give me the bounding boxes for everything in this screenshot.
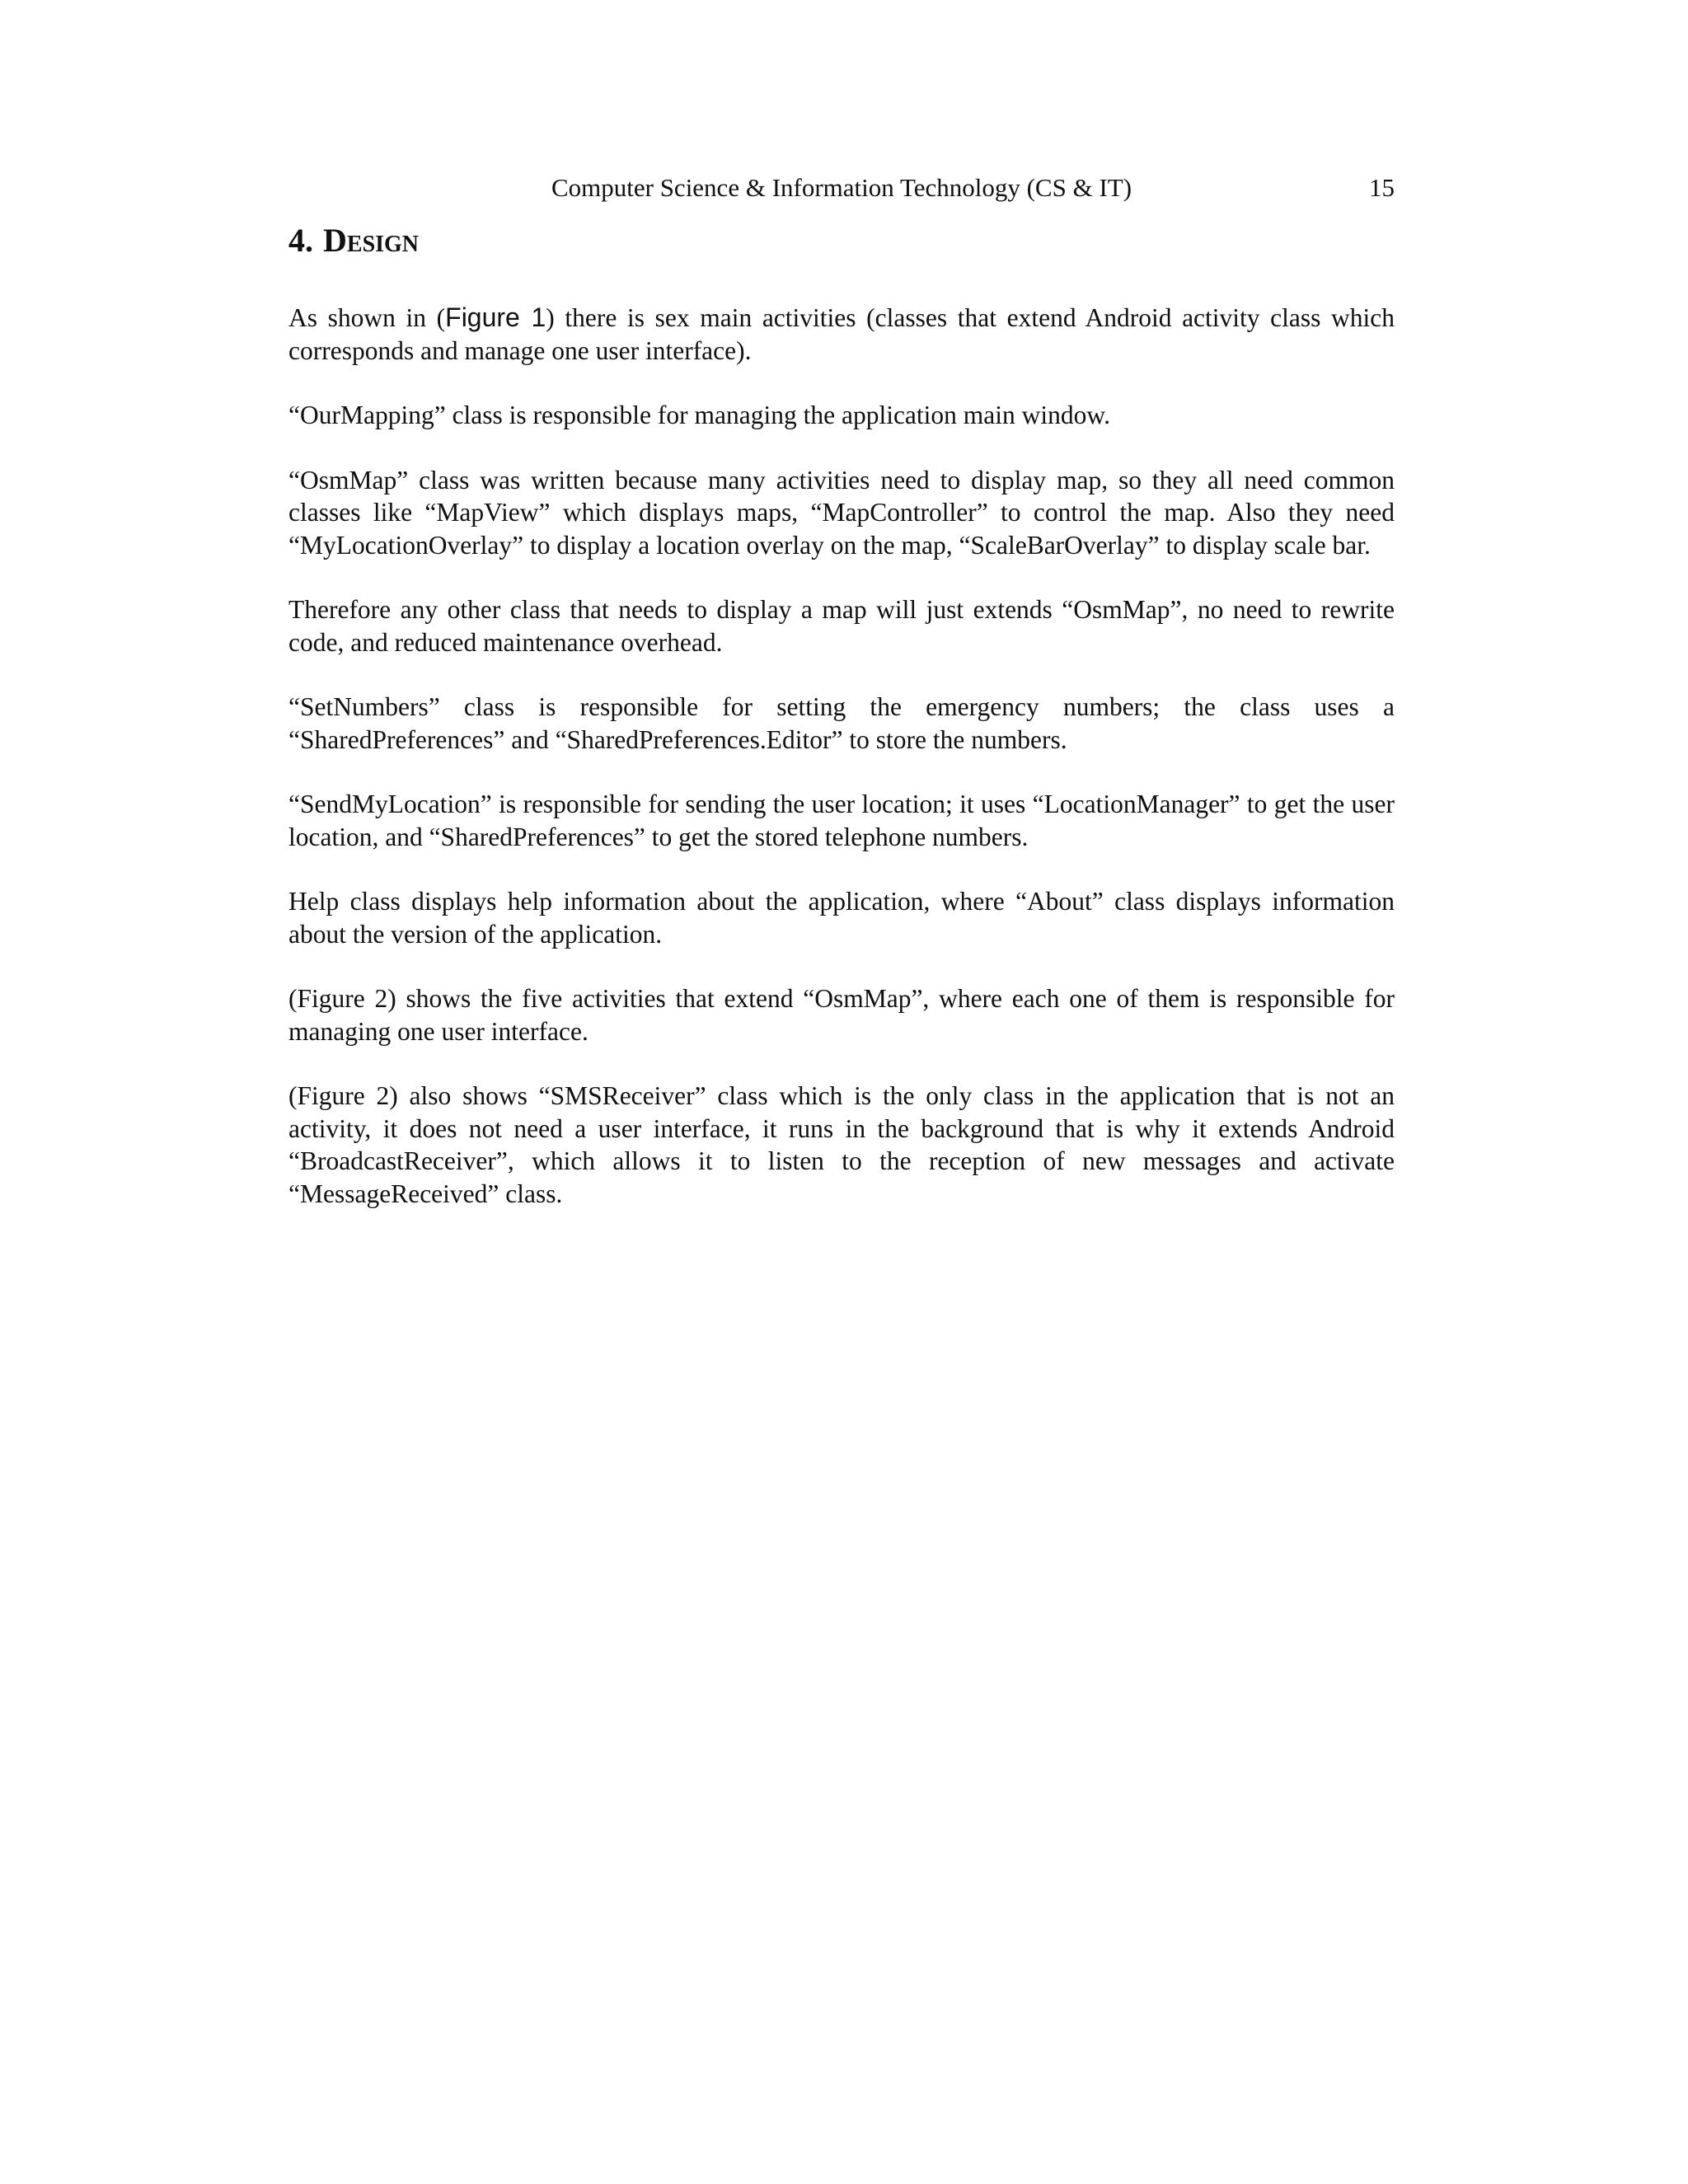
paragraph-ourmapping: “OurMapping” class is responsible for managing the application main window. xyxy=(288,401,1110,429)
figure-1-reference: Figure 1 xyxy=(445,302,546,332)
paragraph-intro xyxy=(288,302,1395,367)
journal-title: Computer Science & Information Technology (CS & IT) xyxy=(551,173,1132,202)
paragraph-osmmap: “OsmMap” class was written because many activities need to display map, so they all need common classes like “MapView” which displays maps, “MapController” to control the map. Also they need “MyLocationOverlay” to display a location overlay on the map, “ScaleBarOverlay” to display scale bar. xyxy=(288,465,1395,560)
running-header xyxy=(288,171,1395,204)
paragraph-help: Help class displays help information about the application, where “About” class displays information about the version of the application. xyxy=(288,887,1395,949)
section-heading xyxy=(288,219,419,262)
paragraph-figure2-smsreceiver: (Figure 2) also shows “SMSReceiver” class which is the only class in the application that is not an activity, it does not need a user interface, it runs in the background that is why it extends Android “BroadcastReceiver”, which allows it to listen to the reception of new messages and activate “MessageReceived” class. xyxy=(288,1081,1395,1208)
paragraph-therefore: Therefore any other class that needs to display a map will just extends “OsmMap”, no need to rewrite code, and reduced maintenance overhead. xyxy=(288,595,1395,657)
intro-text-after: ) there is sex main activities (classes that extend Android activity class which corresponds and manage one user interface). xyxy=(288,303,1395,365)
paragraph-sendmylocation: “SendMyLocation” is responsible for sending the user location; it uses “LocationManager” to get the user location, and “SharedPreferences” to get the stored telephone numbers. xyxy=(288,790,1395,851)
section-title: Design xyxy=(323,222,420,259)
paragraph-setnumbers: “SetNumbers” class is responsible for setting the emergency numbers; the class uses a “SharedPreferences” and “SharedPreferences.Editor” to store the numbers. xyxy=(288,692,1395,754)
section-number: 4. xyxy=(288,222,313,259)
paragraph-figure2-activities: (Figure 2) shows the five activities that extend “OsmMap”, where each one of them is responsible for managing one user interface. xyxy=(288,984,1395,1046)
intro-text-before: As shown in ( xyxy=(288,303,446,332)
body-text xyxy=(288,302,1395,1242)
page-number: 15 xyxy=(1369,173,1395,202)
